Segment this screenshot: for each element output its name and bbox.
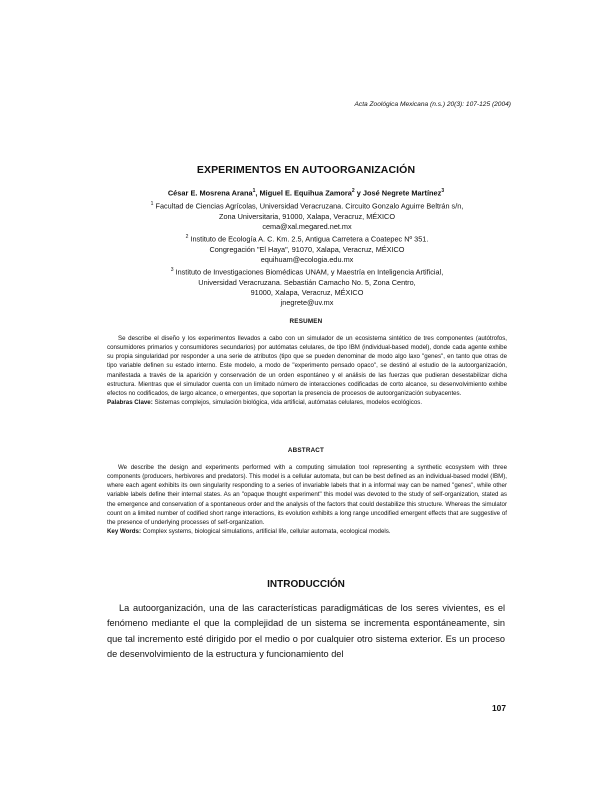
resumen-block: [107, 334, 507, 407]
affiliation-line: $^3$ Instituto de Investigaciones Biomédicas UNAM, y Maestría en Inteligencia Artificial,: [170, 267, 444, 277]
affiliations: [103, 199, 511, 308]
author-name: José Negrete Martínez: [362, 188, 442, 198]
abstract-text: We describe the design and experiments performed with a computing simulation tool representing a synthetic ecosystem with three components (producers, herbivores and predators). This model is a cellular automata, but can be best defined as an individual-based model (IBM), where each agent exhibits its own singularity responding to a series of invariable labels that in a informal way can be named "genes", while other variable labels define their internal states. As an "opaque thought experiment" this model was devoted to the study of self-organization, stated as the emergence and conservation of a spontaneous order and the analysis of the factors that could destabilize this structure. Whereas the simulator count on a limited number of codified short range interactions, its evolution exhibits a long range uncodified emergent effects that are suggestive of the presence of underlying processes of self-organization.: [107, 464, 507, 526]
affiliation-line: Congregación "El Haya", 91070, Xalapa, Veracruz, MÉXICO: [209, 244, 405, 254]
author-separator: ,: [255, 188, 260, 198]
resumen-text: Se describe el diseño y los experimentos llevados a cabo con un simulador de un ecosistema sintético de tres componentes (autótrofos, consumidores primarios y consumidores secundarios) por autómatas celulares, de tipo IBM (individual-based model), donde cada agente exhibe su propia singularidad por responder a una serie de atributos (tipo que se pueden denominar de modo algo laxo "genes", en tanto que otras de tipo variable definen su estado interno. Este modelo, a modo de "experimento pensado opaco", se destinó al estudio de la autoorganización, manifestada a través de la aparición y conservación de un orden espontáneo y el análisis de las fuerzas que pudieran desestabilizar dicha estructura. Mientras que el simulador cuenta con un limitado número de interacciones codificadas de corto alcance, su desenvolvimiento exhibe efectos no codificados, de largo alcance, o emergentes, que soportan la presencia de procesos de autoorganización subyacentes.: [107, 335, 507, 397]
affil-mark: 1: [150, 201, 154, 207]
keywords-label: Key Words:: [107, 528, 142, 536]
affiliation-email[interactable]: cema@xal.megared.net.mx: [262, 221, 352, 231]
affil-mark: 3: [170, 267, 174, 274]
page-number: 107: [492, 703, 506, 713]
resumen-keywords: Palabras Clave: Sistemas complejos, simulación biológica, vida artificial, autómatas celulares, modelos ecológicos.: [107, 399, 423, 407]
introduccion-text: La autoorganización, una de las características paradigmáticas de los seres vivientes, es el fenómeno mediante el que la complejidad de un sistema se incrementa espontáneamente, sin que tal incremento esté dirigido por el medio o por cualquier otro sistema exterior. Es un proceso de desenvolvimiento de la estructura y funcionamiento del: [107, 603, 505, 659]
introduccion-heading: INTRODUCCIÓN: [267, 579, 345, 590]
affiliation-line: Zona Universitaria, 91000, Xalapa, Veracruz, MÉXICO: [218, 211, 396, 221]
author-affil-mark: 2: [351, 188, 355, 194]
affiliation-line: Universidad Veracruzana. Sebastián Camacho No. 5, Zona Centro,: [198, 277, 416, 287]
abstract-keywords: Key Words: Complex systems, biological simulations, artificial life, cellular automata, ecological models.: [107, 528, 391, 536]
author-separator: y: [354, 188, 363, 198]
affiliation-line: 91000, Xalapa, Veracruz, MÉXICO: [250, 287, 364, 297]
affiliation-line: $^2$ Instituto de Ecología A. C. Km. 2.5, Antigua Carretera a Coatepec Nº 351.: [185, 234, 429, 244]
author-list: [0, 186, 612, 198]
affiliation-email[interactable]: jnegrete@uv.mx: [280, 298, 334, 308]
author-name: Miguel E. Equihua Zamora: [259, 188, 352, 198]
affiliation-email[interactable]: equihuam@ecologia.edu.mx: [260, 254, 354, 264]
introduccion-body: [107, 601, 505, 662]
journal-citation: Acta Zoológica Mexicana (n.s.) 20(3): 107-125 (2004): [354, 101, 511, 108]
abstract-heading: ABSTRACT: [287, 447, 325, 454]
resumen-heading: RESUMEN: [289, 318, 323, 325]
author-affil-mark: 1: [252, 188, 256, 194]
author-name: César E. Mosrena Arana: [167, 188, 253, 198]
affiliation-line: $^1$ Facultad de Ciencias Agrícolas, Universidad Veracruzana. Circuito Gonzalo Aguirre Beltrán s/n,: [150, 201, 464, 211]
abstract-block: [107, 463, 507, 536]
article-title: EXPERIMENTOS EN AUTOORGANIZACIÓN: [196, 164, 416, 176]
author-affil-mark: 3: [441, 188, 445, 194]
keywords-label: Palabras Clave:: [107, 399, 153, 407]
affil-mark: 2: [185, 234, 189, 241]
